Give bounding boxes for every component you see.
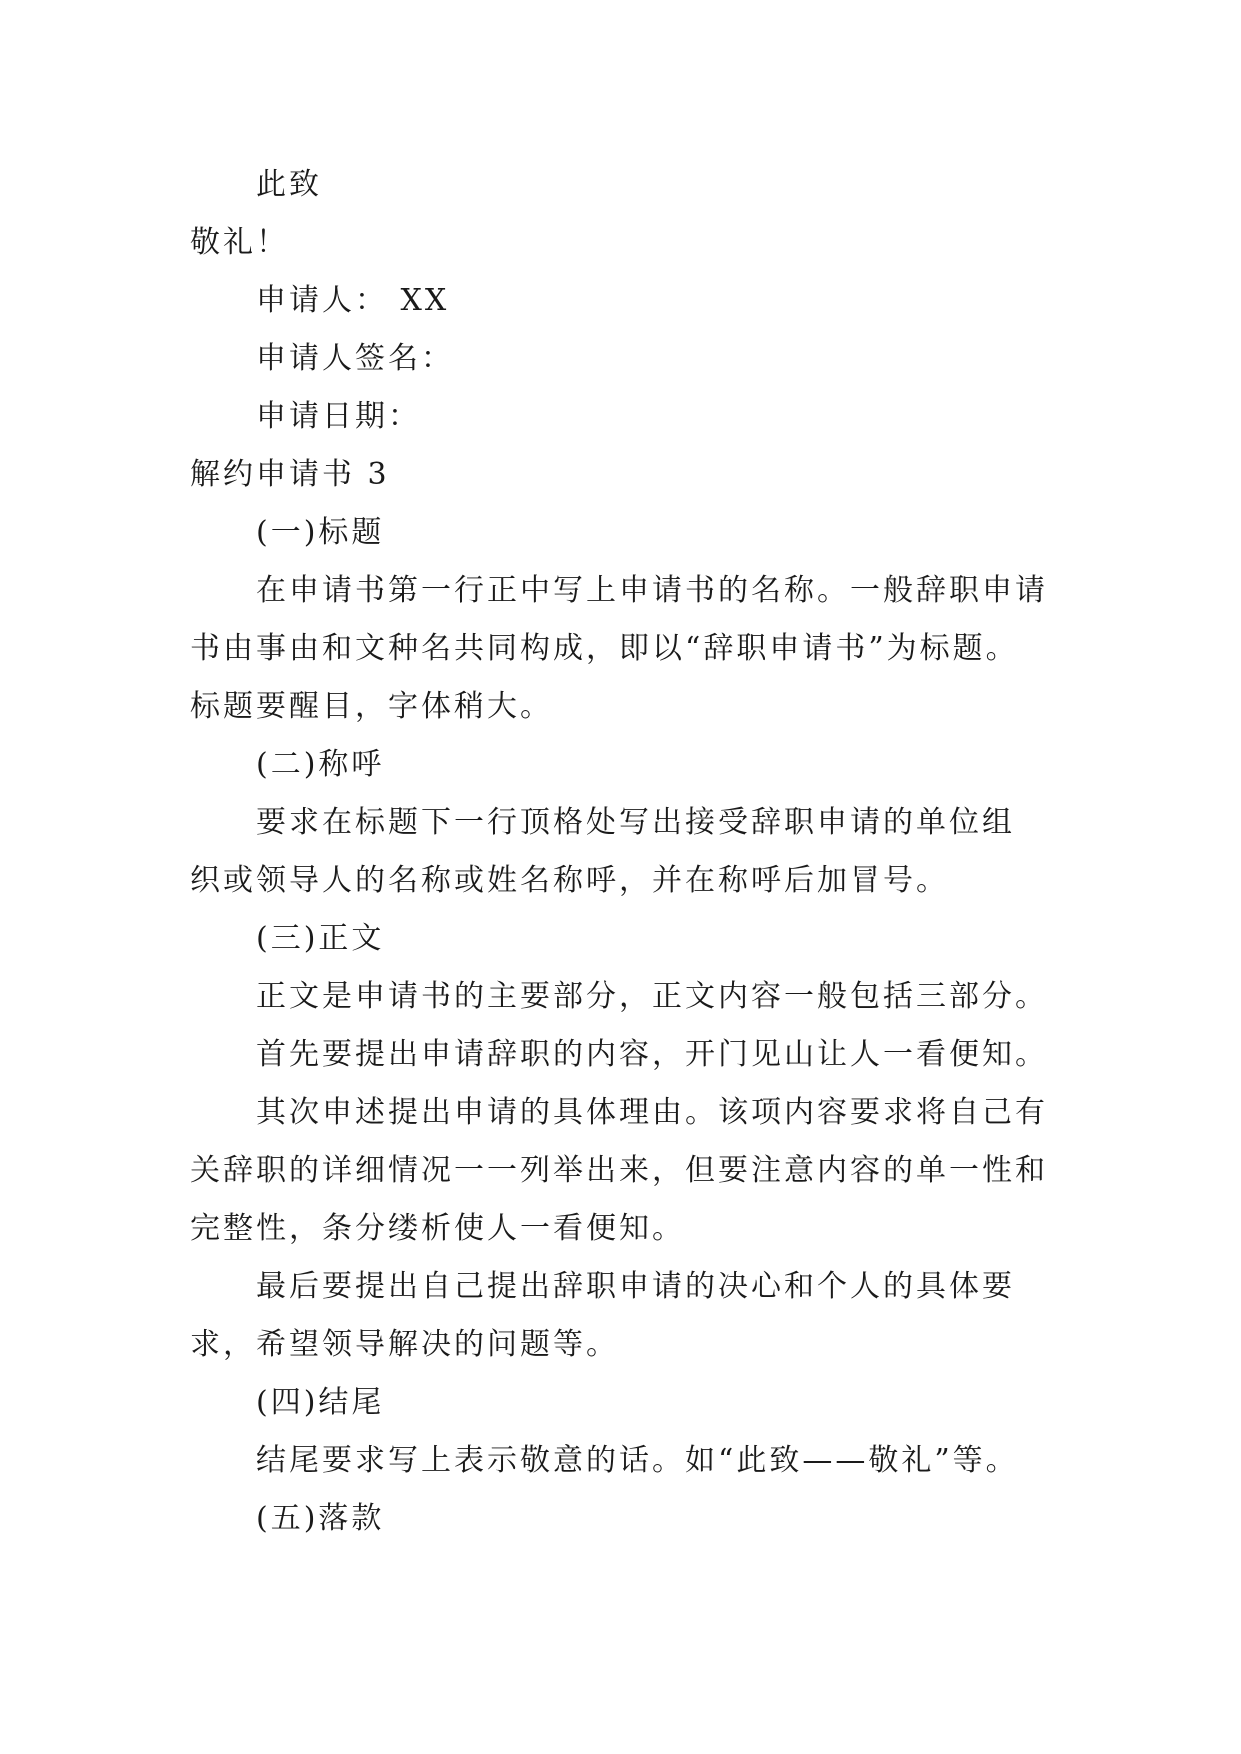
paragraph-line: 标题要醒目，字体稍大。 xyxy=(190,689,553,724)
heading-four: (四)结尾 xyxy=(256,1385,385,1420)
heading-three: (三)正文 xyxy=(256,921,385,956)
signature-line: 申请人签名： xyxy=(256,341,454,376)
closing-line: 此致 xyxy=(256,167,322,202)
heading-two: (二)称呼 xyxy=(256,747,385,782)
paragraph-line: 最后要提出自己提出辞职申请的决心和个人的具体要 xyxy=(256,1269,1015,1304)
heading-one: (一)标题 xyxy=(256,515,385,550)
paragraph-line: 首先要提出申请辞职的内容，开门见山让人一看便知。 xyxy=(256,1037,1048,1072)
paragraph-line: 其次申述提出申请的具体理由。该项内容要求将自己有 xyxy=(256,1095,1048,1130)
paragraph-line: 正文是申请书的主要部分，正文内容一般包括三部分。 xyxy=(256,979,1048,1014)
paragraph-line: 书由事由和文种名共同构成，即以“辞职申请书”为标题。 xyxy=(190,631,1019,666)
section-title: 解约申请书 3 xyxy=(190,457,390,492)
paragraph-line: 求，希望领导解决的问题等。 xyxy=(190,1327,619,1362)
paragraph-line: 完整性，条分缕析使人一看便知。 xyxy=(190,1211,685,1246)
paragraph-line: 要求在标题下一行顶格处写出接受辞职申请的单位组 xyxy=(256,805,1015,840)
paragraph-line: 织或领导人的名称或姓名称呼，并在称呼后加冒号。 xyxy=(190,863,949,898)
paragraph-line: 结尾要求写上表示敬意的话。如“此致——敬礼”等。 xyxy=(256,1443,1019,1478)
paragraph-line: 关辞职的详细情况一一列举出来，但要注意内容的单一性和 xyxy=(190,1153,1048,1188)
heading-five: (五)落款 xyxy=(256,1501,385,1536)
date-line: 申请日期： xyxy=(256,399,421,434)
applicant-line: 申请人： XX xyxy=(256,283,450,318)
salutation-line: 敬礼！ xyxy=(190,225,289,260)
paragraph-line: 在申请书第一行正中写上申请书的名称。一般辞职申请 xyxy=(256,573,1048,608)
